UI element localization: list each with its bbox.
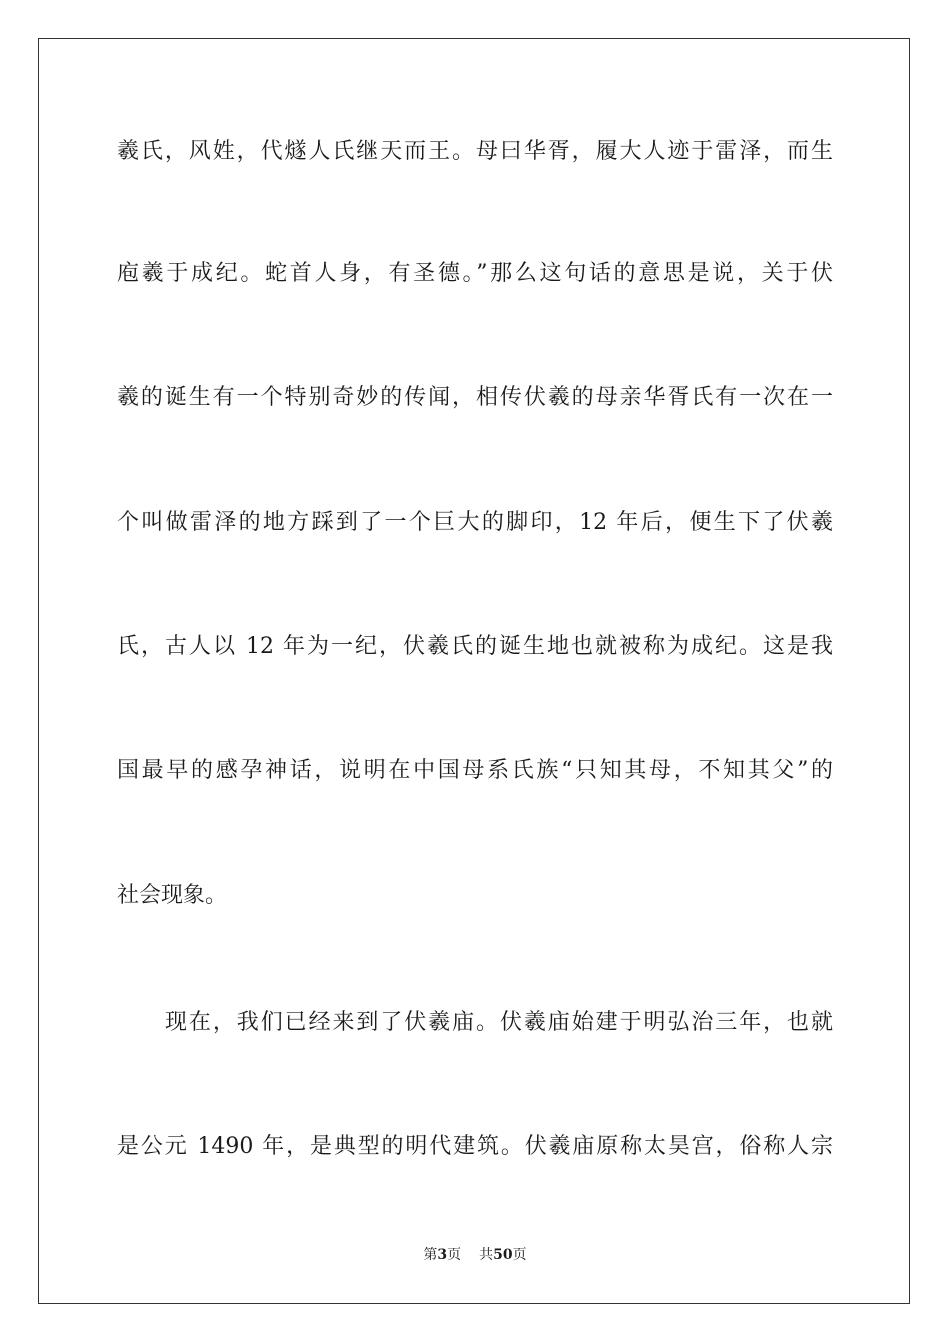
page-label-suffix: 页: [447, 1247, 462, 1263]
paragraph-2-line-2: 是公元 1490 年，是典型的明代建筑。伏羲庙原称太昊宫，俗称人宗: [117, 1134, 833, 1159]
body-text-line-5: 氏，古人以 12 年为一纪，伏羲氏的诞生地也就被称为成纪。这是我: [117, 634, 833, 659]
body-text-line-3: 羲的诞生有一个特别奇妙的传闻，相传伏羲的母亲华胥氏有一次在一: [117, 385, 833, 410]
total-label-suffix: 页: [512, 1247, 527, 1263]
total-pages: 50: [493, 1247, 513, 1263]
paragraph-2-line-1: 现在，我们已经来到了伏羲庙。伏羲庙始建于明弘治三年，也就: [165, 1010, 833, 1035]
body-text-line-2: 庖羲于成纪。蛇首人身，有圣德。”那么这句话的意思是说，关于伏: [117, 261, 833, 286]
page-number: 3: [437, 1247, 448, 1263]
total-label-prefix: 共: [479, 1247, 494, 1263]
body-text-line-6: 国最早的感孕神话，说明在中国母系氏族“只知其母，不知其父”的: [117, 758, 833, 783]
page-footer: [0, 1246, 950, 1264]
page-border: [38, 38, 910, 1304]
body-text-line-7: 社会现象。: [117, 883, 228, 908]
body-text-line-1: 羲氏，风姓，代燧人氏继天而王。母曰华胥，履大人迹于雷泽，而生: [117, 139, 833, 164]
page-label-prefix: 第: [423, 1247, 438, 1263]
body-text-line-4: 个叫做雷泽的地方踩到了一个巨大的脚印，12 年后，便生下了伏羲: [117, 510, 833, 535]
